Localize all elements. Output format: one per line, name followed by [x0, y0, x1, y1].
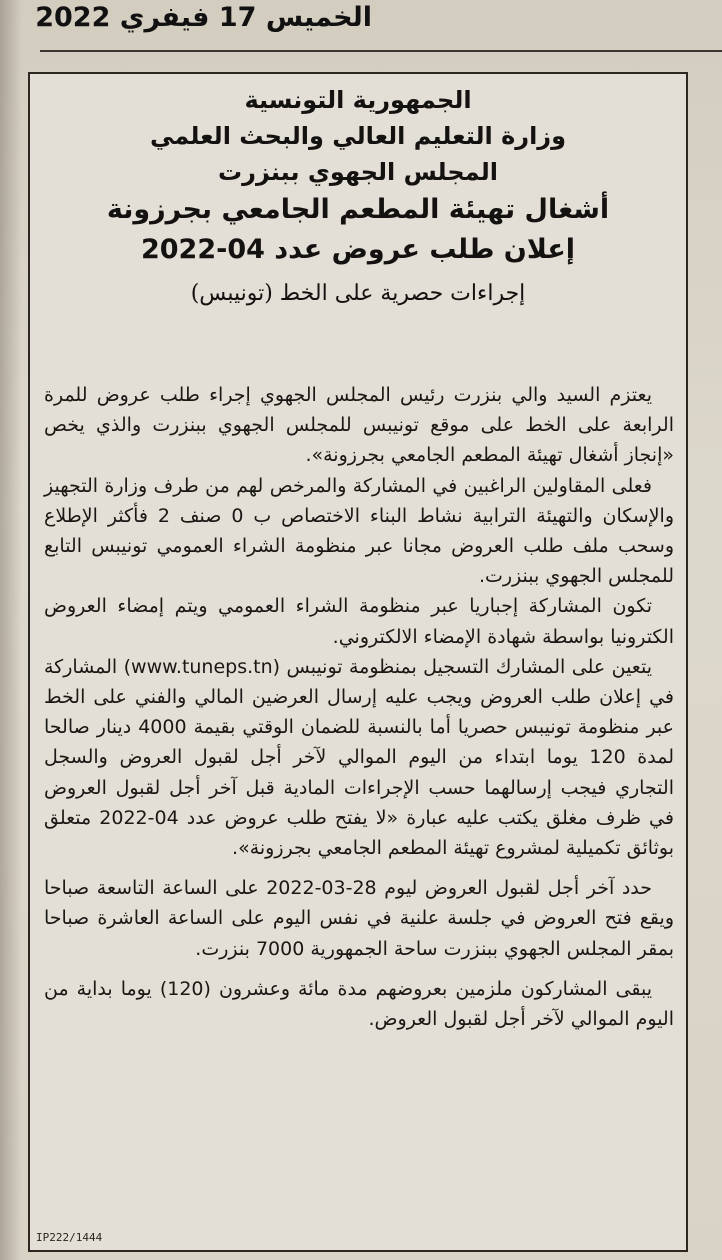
issue-date: الخميس 17 فيفري 2022 — [35, 2, 372, 33]
header-rule — [40, 50, 722, 52]
paragraph-validity: يبقى المشاركون ملزمين بعروضهم مدة مائة وعشرون (120) يوما بداية من اليوم الموالي لآخر أجل لقبول العروض. — [44, 977, 674, 1031]
republic-title: الجمهورية التونسية — [244, 86, 472, 114]
ad-reference-code: IP222/1444 — [36, 1231, 103, 1244]
tender-notice — [28, 72, 688, 1252]
paragraph-eligibility: فعلى المقاولين الراغبين في المشاركة والمرخص لهم من طرف وزارة التجهيز والإسكان والتهيئة الترابية نشاط البناء الاختصاص ب 0 صنف 2 فأكثر الإطلاع وسحب ملف طلب العروض مجانا عبر منظومة الشراء العمومي تونيبس التابع للمجلس الجهوي ببنزرت. — [44, 474, 675, 588]
paragraph-deadline: حدد آخر أجل لقبول العروض ليوم 28-03-2022 على الساعة التاسعة صباحا ويقع فتح العروض في جلسة علنية في نفس اليوم على الساعة العاشرة صباحا بمقر المجلس الجهوي ببنزرت ساحة الجمهورية 7000 بنزرت. — [44, 877, 674, 960]
ministry-title: وزارة التعليم العالي والبحث العلمي — [149, 122, 567, 150]
tender-number: إعلان طلب عروض عدد 04-2022 — [140, 234, 576, 265]
project-title: أشغال تهيئة المطعم الجامعي بجرزونة — [106, 194, 610, 225]
page-fold-shadow — [0, 0, 22, 1260]
paragraph-registration: يتعين على المشارك التسجيل بمنظومة تونيبس (www.tuneps.tn) المشاركة في إعلان طلب العروض ويجب عليه إرسال العرضين المالي والفني على الخط عبر منظومة تونيبس حصريا أما بالنسبة للضمان الوقتي بقيمة 4000 دينار صالحا لمدة 120 يوما ابتداء من اليوم الموالي لآخر أجل لقبول العروض والسجل التجاري فيجب إرسالهما حسب الإجراءات المادية قبل آخر أجل لقبول العروض في ظرف مغلق يكتب عليه عبارة «لا يفتح طلب عروض عدد 04-2022 متعلق بوثائق تكميلية لمشروع تهيئة المطعم الجامعي بجرزونة». — [44, 655, 675, 860]
council-title: المجلس الجهوي ببنزرت — [218, 158, 498, 186]
procedure-subtitle: إجراءات حصرية على الخط (تونيبس) — [190, 281, 526, 306]
notice-body — [44, 380, 674, 1034]
paragraph-participation: تكون المشاركة إجباريا عبر منظومة الشراء العمومي ويتم إمضاء العروض الكترونيا بواسطة شهادة الإمضاء الالكتروني. — [44, 595, 674, 648]
notice-heading — [30, 82, 686, 314]
paragraph-intro: يعتزم السيد والي بنزرت رئيس المجلس الجهوي إجراء طلب عروض للمرة الرابعة على الخط على موقع تونيبس للمجلس الجهوي ببنزرت والذي يخص «إنجاز أشغال تهيئة المطعم الجامعي بجرزونة». — [44, 384, 674, 467]
